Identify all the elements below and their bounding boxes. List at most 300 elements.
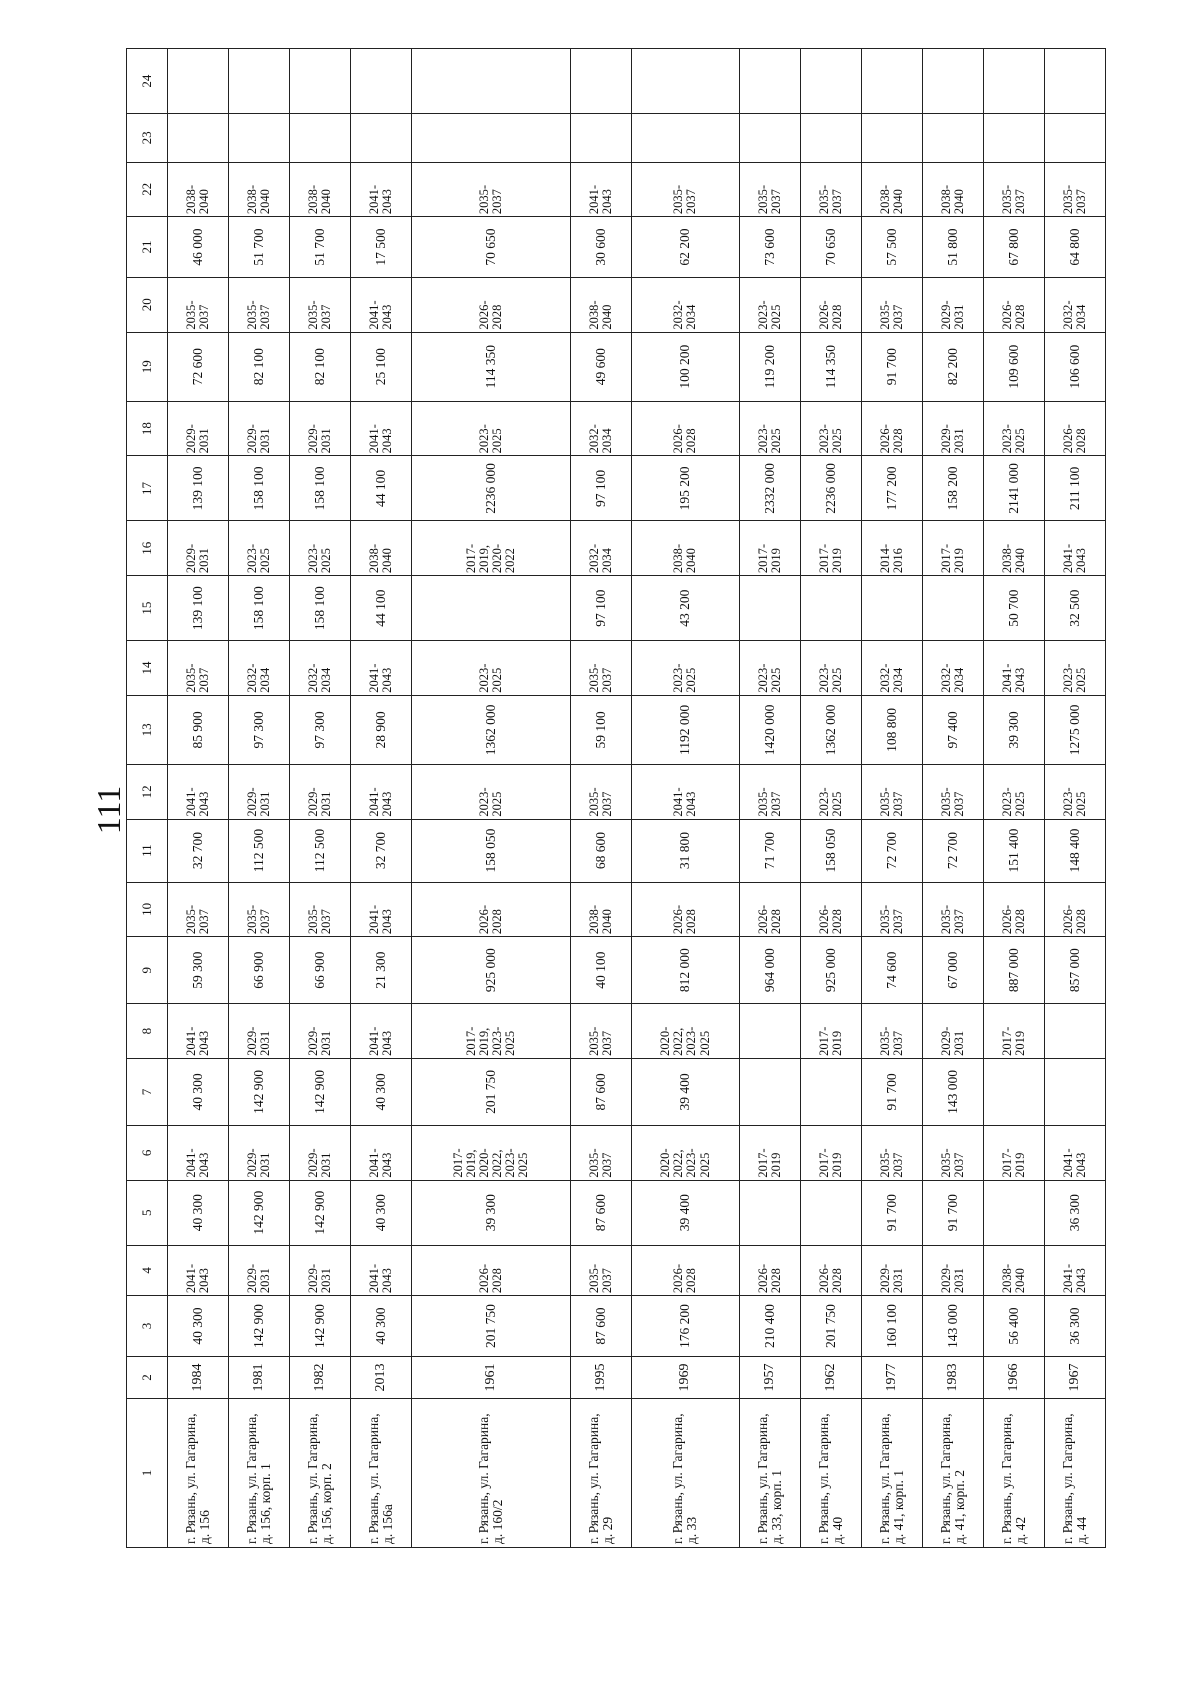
cost-cell: 28 900 <box>350 695 411 764</box>
period-cell: 2023-2025 <box>1044 765 1105 820</box>
period-cell: 2023-2025 <box>983 401 1044 456</box>
cost-cell: 1362 000 <box>411 695 570 764</box>
cost-cell: 46 000 <box>168 217 229 278</box>
cost-cell: 108 800 <box>861 695 922 764</box>
period-cell: 2017-2019 <box>800 1004 861 1059</box>
column-header: 24 <box>127 49 168 114</box>
address-cell: г. Рязань, ул. Гагарина, д. 42 <box>983 1398 1044 1547</box>
period-cell: 2029-2031 <box>168 521 229 576</box>
address-cell: г. Рязань, ул. Гагарина, д. 41, корп. 2 <box>922 1398 983 1547</box>
cost-cell: 176 200 <box>632 1296 740 1357</box>
cost-cell: 67 800 <box>983 217 1044 278</box>
period-cell: 2029-2031 <box>228 1245 289 1295</box>
period-cell: 2041-2043 <box>350 641 411 696</box>
period-cell: 2035-2037 <box>983 162 1044 217</box>
period-cell: 2026-2028 <box>411 277 570 332</box>
column-header: 8 <box>127 1004 168 1059</box>
period-cell: 2029-2031 <box>922 1245 983 1295</box>
period-cell: 2041-2043 <box>168 1245 229 1295</box>
year-cell: 1983 <box>922 1356 983 1398</box>
period-cell: 2032-2034 <box>571 521 632 576</box>
cost-cell: 87 600 <box>571 1296 632 1357</box>
table-row <box>228 49 289 1548</box>
period-cell: 2017-2019 <box>739 1126 800 1181</box>
period-cell <box>571 49 632 114</box>
period-cell: 2017-2019, 2020-2022, 2023-2025 <box>411 1126 570 1181</box>
period-cell <box>350 49 411 114</box>
period-cell: 2026-2028 <box>983 277 1044 332</box>
period-cell: 2023-2025 <box>411 765 570 820</box>
cost-cell: 151 400 <box>983 819 1044 882</box>
address-cell: г. Рязань, ул. Гагарина, д. 156, корп. 1 <box>228 1398 289 1547</box>
period-cell <box>168 49 229 114</box>
cost-cell: 72 700 <box>861 819 922 882</box>
column-header: 1 <box>127 1398 168 1547</box>
period-cell: 2026-2028 <box>800 277 861 332</box>
period-cell: 2035-2037 <box>571 1245 632 1295</box>
period-cell: 2026-2028 <box>411 1245 570 1295</box>
period-cell: 2035-2037 <box>571 1126 632 1181</box>
cost-cell: 106 600 <box>1044 332 1105 401</box>
cost-cell <box>861 114 922 162</box>
year-cell: 1966 <box>983 1356 1044 1398</box>
period-cell: 2041-2043 <box>350 401 411 456</box>
cost-cell <box>800 114 861 162</box>
cost-cell: 71 700 <box>739 819 800 882</box>
period-cell: 2038-2040 <box>228 162 289 217</box>
period-cell: 2041-2043 <box>350 1245 411 1295</box>
cost-cell: 72 600 <box>168 332 229 401</box>
address-cell: г. Рязань, ул. Гагарина, д. 44 <box>1044 1398 1105 1547</box>
cost-cell: 158 050 <box>800 819 861 882</box>
period-cell <box>983 49 1044 114</box>
cost-cell: 97 100 <box>571 456 632 521</box>
cost-cell: 74 600 <box>861 937 922 1004</box>
period-cell <box>1044 49 1105 114</box>
period-cell: 2032-2034 <box>1044 277 1105 332</box>
period-cell: 2035-2037 <box>739 162 800 217</box>
period-cell: 2017-2019 <box>800 521 861 576</box>
year-cell: 1977 <box>861 1356 922 1398</box>
period-cell: 2041-2043 <box>168 1126 229 1181</box>
cost-cell: 142 900 <box>289 1058 350 1125</box>
table-row <box>922 49 983 1548</box>
cost-cell: 50 700 <box>983 576 1044 641</box>
period-cell: 2035-2037 <box>861 1004 922 1059</box>
year-cell: 2013 <box>350 1356 411 1398</box>
cost-cell: 1420 000 <box>739 695 800 764</box>
cost-cell: 195 200 <box>632 456 740 521</box>
period-cell: 2041-2043 <box>350 1126 411 1181</box>
period-cell: 2014-2016 <box>861 521 922 576</box>
cost-cell <box>983 1058 1044 1125</box>
period-cell: 2026-2028 <box>632 401 740 456</box>
cost-cell: 142 900 <box>228 1058 289 1125</box>
cost-cell: 158 050 <box>411 819 570 882</box>
period-cell: 2023-2025 <box>800 641 861 696</box>
cost-cell: 70 650 <box>800 217 861 278</box>
table-row <box>571 49 632 1548</box>
cost-cell: 2141 000 <box>983 456 1044 521</box>
period-cell: 2035-2037 <box>861 765 922 820</box>
cost-cell: 109 600 <box>983 332 1044 401</box>
cost-cell: 39 400 <box>632 1180 740 1245</box>
period-cell: 2035-2037 <box>632 162 740 217</box>
column-header: 9 <box>127 937 168 1004</box>
cost-cell: 51 700 <box>289 217 350 278</box>
table-row <box>983 49 1044 1548</box>
column-header: 2 <box>127 1356 168 1398</box>
period-cell <box>1044 1004 1105 1059</box>
column-header: 5 <box>127 1180 168 1245</box>
period-cell: 2035-2037 <box>168 277 229 332</box>
period-cell: 2023-2025 <box>739 277 800 332</box>
year-cell: 1982 <box>289 1356 350 1398</box>
cost-cell: 25 100 <box>350 332 411 401</box>
period-cell: 2029-2031 <box>289 765 350 820</box>
cost-cell: 51 700 <box>228 217 289 278</box>
cost-cell: 30 600 <box>571 217 632 278</box>
cost-cell: 72 700 <box>922 819 983 882</box>
column-header: 4 <box>127 1245 168 1295</box>
column-header: 6 <box>127 1126 168 1181</box>
period-cell: 2029-2031 <box>922 277 983 332</box>
column-header: 16 <box>127 521 168 576</box>
cost-cell: 812 000 <box>632 937 740 1004</box>
table-row <box>289 49 350 1548</box>
cost-cell: 70 650 <box>411 217 570 278</box>
cost-cell: 66 900 <box>228 937 289 1004</box>
header-row <box>127 49 168 1548</box>
period-cell: 2029-2031 <box>922 1004 983 1059</box>
period-cell: 2032-2034 <box>289 641 350 696</box>
period-cell: 2029-2031 <box>228 1004 289 1059</box>
period-cell: 2029-2031 <box>289 1126 350 1181</box>
column-header: 12 <box>127 765 168 820</box>
period-cell: 2029-2031 <box>168 401 229 456</box>
cost-cell: 177 200 <box>861 456 922 521</box>
period-cell: 2035-2037 <box>289 882 350 937</box>
cost-cell: 82 100 <box>289 332 350 401</box>
cost-cell: 82 100 <box>228 332 289 401</box>
table-row <box>861 49 922 1548</box>
table-row <box>739 49 800 1548</box>
cost-cell <box>739 1180 800 1245</box>
cost-cell: 119 200 <box>739 332 800 401</box>
period-cell: 2041-2043 <box>1044 521 1105 576</box>
cost-cell <box>1044 114 1105 162</box>
cost-cell <box>350 114 411 162</box>
period-cell: 2023-2025 <box>411 641 570 696</box>
cost-cell: 1192 000 <box>632 695 740 764</box>
cost-cell <box>739 576 800 641</box>
cost-cell <box>411 114 570 162</box>
period-cell: 2020-2022, 2023-2025 <box>632 1004 740 1059</box>
table-row <box>168 49 229 1548</box>
column-header: 15 <box>127 576 168 641</box>
period-cell <box>861 49 922 114</box>
cost-cell: 39 300 <box>983 695 1044 764</box>
cost-cell: 100 200 <box>632 332 740 401</box>
period-cell: 2035-2037 <box>922 882 983 937</box>
cost-cell: 51 800 <box>922 217 983 278</box>
period-cell: 2029-2031 <box>228 765 289 820</box>
cost-cell <box>861 576 922 641</box>
period-cell: 2038-2040 <box>983 1245 1044 1295</box>
period-cell: 2041-2043 <box>1044 1126 1105 1181</box>
year-cell: 1969 <box>632 1356 740 1398</box>
cost-cell: 201 750 <box>411 1296 570 1357</box>
cost-cell <box>739 114 800 162</box>
cost-cell: 142 900 <box>289 1180 350 1245</box>
cost-cell: 142 900 <box>228 1296 289 1357</box>
cost-cell: 31 800 <box>632 819 740 882</box>
period-cell: 2017-2019 <box>739 521 800 576</box>
cost-cell <box>983 1180 1044 1245</box>
period-cell: 2017-2019 <box>983 1126 1044 1181</box>
cost-cell: 64 800 <box>1044 217 1105 278</box>
cost-cell: 87 600 <box>571 1058 632 1125</box>
period-cell: 2029-2031 <box>228 1126 289 1181</box>
period-cell: 2038-2040 <box>571 277 632 332</box>
table-row <box>350 49 411 1548</box>
period-cell: 2023-2025 <box>289 521 350 576</box>
cost-cell: 91 700 <box>861 332 922 401</box>
period-cell: 2041-2043 <box>168 1004 229 1059</box>
period-cell: 2023-2025 <box>800 765 861 820</box>
cost-cell: 142 900 <box>289 1296 350 1357</box>
cost-cell: 1275 000 <box>1044 695 1105 764</box>
column-header: 19 <box>127 332 168 401</box>
period-cell: 2026-2028 <box>632 882 740 937</box>
year-cell: 1995 <box>571 1356 632 1398</box>
period-cell: 2023-2025 <box>228 521 289 576</box>
cost-cell <box>228 114 289 162</box>
period-cell: 2017-2019 <box>983 1004 1044 1059</box>
address-cell: г. Рязань, ул. Гагарина, д. 33, корп. 1 <box>739 1398 800 1547</box>
cost-cell: 40 300 <box>350 1058 411 1125</box>
column-header: 7 <box>127 1058 168 1125</box>
period-cell: 2023-2025 <box>983 765 1044 820</box>
period-cell: 2038-2040 <box>168 162 229 217</box>
cost-cell: 112 500 <box>228 819 289 882</box>
cost-cell: 887 000 <box>983 937 1044 1004</box>
cost-cell: 87 600 <box>571 1180 632 1245</box>
period-cell: 2026-2028 <box>1044 882 1105 937</box>
table-row <box>800 49 861 1548</box>
period-cell: 2038-2040 <box>571 882 632 937</box>
cost-cell: 43 200 <box>632 576 740 641</box>
cost-cell: 36 300 <box>1044 1180 1105 1245</box>
period-cell <box>228 49 289 114</box>
period-cell: 2038-2040 <box>350 521 411 576</box>
period-cell: 2032-2034 <box>861 641 922 696</box>
period-cell: 2041-2043 <box>1044 1245 1105 1295</box>
cost-cell: 91 700 <box>861 1180 922 1245</box>
period-cell: 2035-2037 <box>861 277 922 332</box>
period-cell: 2041-2043 <box>983 641 1044 696</box>
cost-cell: 57 500 <box>861 217 922 278</box>
period-cell: 2038-2040 <box>922 162 983 217</box>
cost-cell: 158 100 <box>289 456 350 521</box>
period-cell <box>632 49 740 114</box>
period-cell: 2038-2040 <box>289 162 350 217</box>
period-cell: 2041-2043 <box>632 765 740 820</box>
period-cell: 2035-2037 <box>861 1126 922 1181</box>
period-cell: 2041-2043 <box>350 1004 411 1059</box>
cost-cell: 39 400 <box>632 1058 740 1125</box>
cost-cell: 59 100 <box>571 695 632 764</box>
period-cell: 2026-2028 <box>861 401 922 456</box>
period-cell: 2041-2043 <box>350 277 411 332</box>
period-cell: 2041-2043 <box>571 162 632 217</box>
cost-cell: 44 100 <box>350 456 411 521</box>
cost-cell: 32 500 <box>1044 576 1105 641</box>
cost-cell: 68 600 <box>571 819 632 882</box>
period-cell: 2041-2043 <box>350 162 411 217</box>
cost-cell: 148 400 <box>1044 819 1105 882</box>
cost-cell: 211 100 <box>1044 456 1105 521</box>
period-cell: 2032-2034 <box>632 277 740 332</box>
column-header: 13 <box>127 695 168 764</box>
cost-cell: 112 500 <box>289 819 350 882</box>
cost-cell: 97 300 <box>289 695 350 764</box>
cost-cell: 40 300 <box>168 1296 229 1357</box>
column-header: 21 <box>127 217 168 278</box>
column-header: 20 <box>127 277 168 332</box>
period-cell: 2035-2037 <box>922 1126 983 1181</box>
period-cell: 2035-2037 <box>228 277 289 332</box>
cost-cell: 67 000 <box>922 937 983 1004</box>
cost-cell: 97 300 <box>228 695 289 764</box>
cost-cell: 139 100 <box>168 456 229 521</box>
period-cell: 2026-2028 <box>1044 401 1105 456</box>
period-cell: 2023-2025 <box>800 401 861 456</box>
period-cell <box>411 49 570 114</box>
cost-cell: 56 400 <box>983 1296 1044 1357</box>
cost-cell <box>168 114 229 162</box>
column-header: 10 <box>127 882 168 937</box>
cost-cell <box>571 114 632 162</box>
period-cell: 2041-2043 <box>168 765 229 820</box>
cost-cell: 97 400 <box>922 695 983 764</box>
cost-cell: 857 000 <box>1044 937 1105 1004</box>
period-cell: 2038-2040 <box>983 521 1044 576</box>
column-header: 23 <box>127 114 168 162</box>
period-cell: 2026-2028 <box>800 882 861 937</box>
cost-cell: 82 200 <box>922 332 983 401</box>
cost-cell: 32 700 <box>350 819 411 882</box>
column-header: 22 <box>127 162 168 217</box>
period-cell: 2017-2019, 2023-2025 <box>411 1004 570 1059</box>
cost-cell: 2236 000 <box>800 456 861 521</box>
cost-cell: 139 100 <box>168 576 229 641</box>
period-cell: 2023-2025 <box>739 401 800 456</box>
period-cell: 2035-2037 <box>228 882 289 937</box>
period-cell: 2035-2037 <box>571 641 632 696</box>
cost-cell <box>739 1058 800 1125</box>
period-cell: 2029-2031 <box>922 401 983 456</box>
period-cell: 2023-2025 <box>411 401 570 456</box>
period-cell: 2023-2025 <box>1044 641 1105 696</box>
page-number: 111 <box>91 785 128 835</box>
period-cell: 2035-2037 <box>289 277 350 332</box>
period-cell: 2032-2034 <box>228 641 289 696</box>
cost-cell: 40 300 <box>168 1058 229 1125</box>
period-cell: 2029-2031 <box>289 401 350 456</box>
cost-cell: 97 100 <box>571 576 632 641</box>
period-cell: 2035-2037 <box>168 641 229 696</box>
address-cell: г. Рязань, ул. Гагарина, д. 29 <box>571 1398 632 1547</box>
cost-cell: 59 300 <box>168 937 229 1004</box>
column-header: 17 <box>127 456 168 521</box>
cost-cell <box>632 114 740 162</box>
period-cell: 2029-2031 <box>861 1245 922 1295</box>
period-cell: 2023-2025 <box>739 641 800 696</box>
cost-cell: 32 700 <box>168 819 229 882</box>
period-cell: 2035-2037 <box>922 765 983 820</box>
cost-cell <box>800 1180 861 1245</box>
period-cell: 2032-2034 <box>571 401 632 456</box>
cost-cell: 73 600 <box>739 217 800 278</box>
cost-cell <box>983 114 1044 162</box>
address-cell: г. Рязань, ул. Гагарина, д. 160/2 <box>411 1398 570 1547</box>
cost-cell: 62 200 <box>632 217 740 278</box>
period-cell: 2041-2043 <box>350 882 411 937</box>
period-cell: 2026-2028 <box>411 882 570 937</box>
period-cell: 2017-2019 <box>922 521 983 576</box>
cost-cell <box>289 114 350 162</box>
cost-cell: 66 900 <box>289 937 350 1004</box>
cost-cell: 39 300 <box>411 1180 570 1245</box>
cost-cell: 40 300 <box>350 1180 411 1245</box>
period-cell: 2029-2031 <box>289 1004 350 1059</box>
period-cell: 2035-2037 <box>571 765 632 820</box>
period-cell: 2032-2034 <box>922 641 983 696</box>
period-cell: 2035-2037 <box>861 882 922 937</box>
cost-cell: 925 000 <box>411 937 570 1004</box>
period-cell: 2038-2040 <box>861 162 922 217</box>
year-cell: 1984 <box>168 1356 229 1398</box>
period-cell: 2035-2037 <box>168 882 229 937</box>
period-cell: 2041-2043 <box>350 765 411 820</box>
period-cell: 2020-2022, 2023-2025 <box>632 1126 740 1181</box>
period-cell <box>800 49 861 114</box>
period-cell: 2038-2040 <box>632 521 740 576</box>
cost-cell: 925 000 <box>800 937 861 1004</box>
period-cell <box>739 1004 800 1059</box>
cost-cell <box>1044 1058 1105 1125</box>
period-cell <box>289 49 350 114</box>
cost-cell: 143 000 <box>922 1058 983 1125</box>
period-cell: 2026-2028 <box>800 1245 861 1295</box>
period-cell: 2029-2031 <box>289 1245 350 1295</box>
cost-cell: 44 100 <box>350 576 411 641</box>
address-cell: г. Рязань, ул. Гагарина, д. 156, корп. 2 <box>289 1398 350 1547</box>
cost-cell: 85 900 <box>168 695 229 764</box>
cost-cell: 2332 000 <box>739 456 800 521</box>
period-cell: 2035-2037 <box>1044 162 1105 217</box>
cost-cell: 17 500 <box>350 217 411 278</box>
cost-cell: 40 100 <box>571 937 632 1004</box>
period-cell: 2026-2028 <box>983 882 1044 937</box>
period-cell: 2026-2028 <box>739 882 800 937</box>
cost-cell: 40 300 <box>350 1296 411 1357</box>
cost-cell: 114 350 <box>411 332 570 401</box>
cost-cell: 201 750 <box>411 1058 570 1125</box>
cost-cell <box>922 576 983 641</box>
period-cell <box>922 49 983 114</box>
